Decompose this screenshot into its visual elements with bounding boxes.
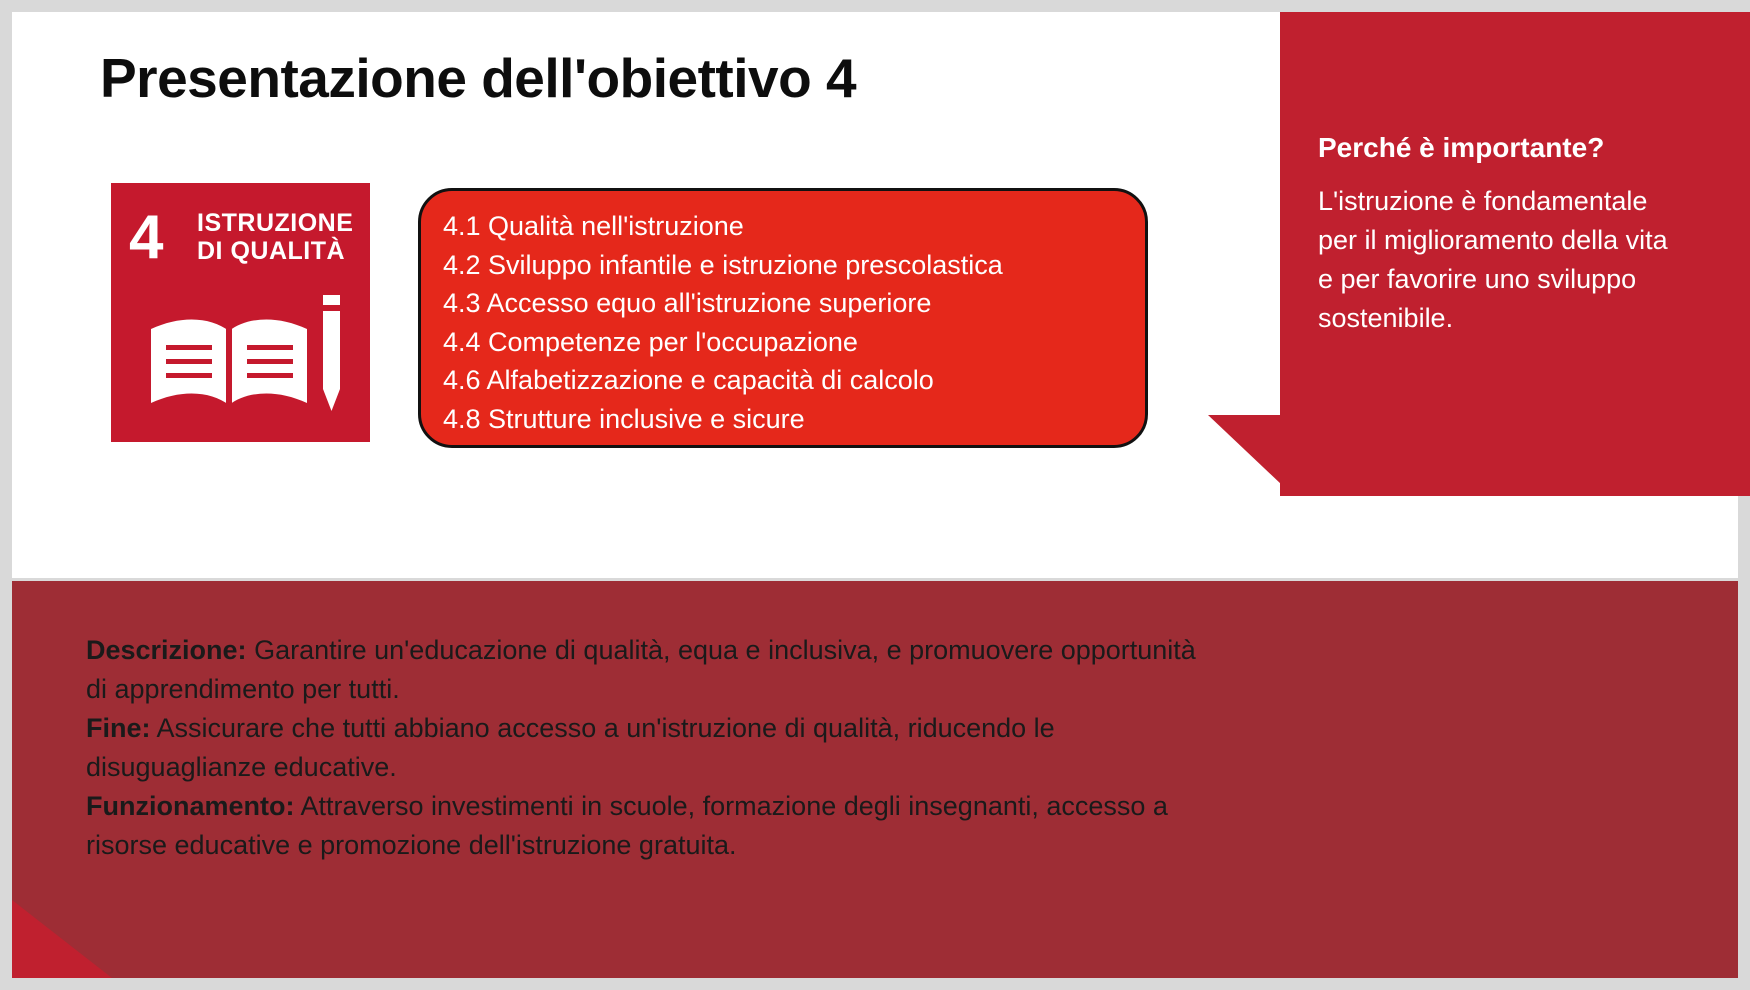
description-paragraph <box>86 631 1216 709</box>
target-item: 4.6 Alfabetizzazione e capacità di calcolo <box>443 365 934 395</box>
sdg-goal-label <box>197 209 353 265</box>
description-body: Assicurare che tutti abbiano accesso a un'istruzione di qualità, riducendo le disuguaglianze educative. <box>86 713 1055 782</box>
why-important-body: L'istruzione è fondamentale per il miglioramento della vita e per favorire uno sviluppo sostenibile. <box>1318 186 1668 333</box>
corner-accent-shape <box>12 900 112 978</box>
description-body: Attraverso investimenti in scuole, formazione degli insegnanti, accesso a risorse educative e promozione dell'istruzione gratuita. <box>86 791 1168 860</box>
target-item: 4.2 Sviluppo infantile e istruzione prescolastica <box>443 249 1003 280</box>
description-label: Descrizione: <box>86 635 247 665</box>
open-book-and-pencil-icon <box>111 287 370 437</box>
sdg-goal-label-line1: ISTRUZIONE <box>197 209 354 237</box>
target-item: 4.3 Accesso equo all'istruzione superiore <box>443 288 932 318</box>
callout-tail <box>1208 415 1282 485</box>
sdg-goal-4-logo <box>111 183 370 442</box>
description-label: Fine: <box>86 713 151 743</box>
page-title: Presentazione dell'obiettivo 4 <box>100 47 857 109</box>
target-item: 4.4 Competenze per l'occupazione <box>443 326 858 357</box>
description-text <box>86 631 1216 865</box>
why-important-title: Perché è importante? <box>1318 132 1605 163</box>
description-paragraph <box>86 787 1216 865</box>
description-panel <box>12 581 1738 978</box>
description-body: Garantire un'educazione di qualità, equa e inclusiva, e promuovere opportunità di apprendimento per tutti. <box>86 635 1196 704</box>
target-item: 4.8 Strutture inclusive e sicure <box>443 403 805 434</box>
targets-callout <box>418 188 1148 448</box>
target-item: 4.1 Qualità nell'istruzione <box>443 211 744 241</box>
sdg-goal-number: 4 <box>129 203 164 272</box>
description-label: Funzionamento: <box>86 791 295 821</box>
description-paragraph <box>86 709 1216 787</box>
sdg-goal-label-line2: DI QUALITÀ <box>197 237 346 265</box>
